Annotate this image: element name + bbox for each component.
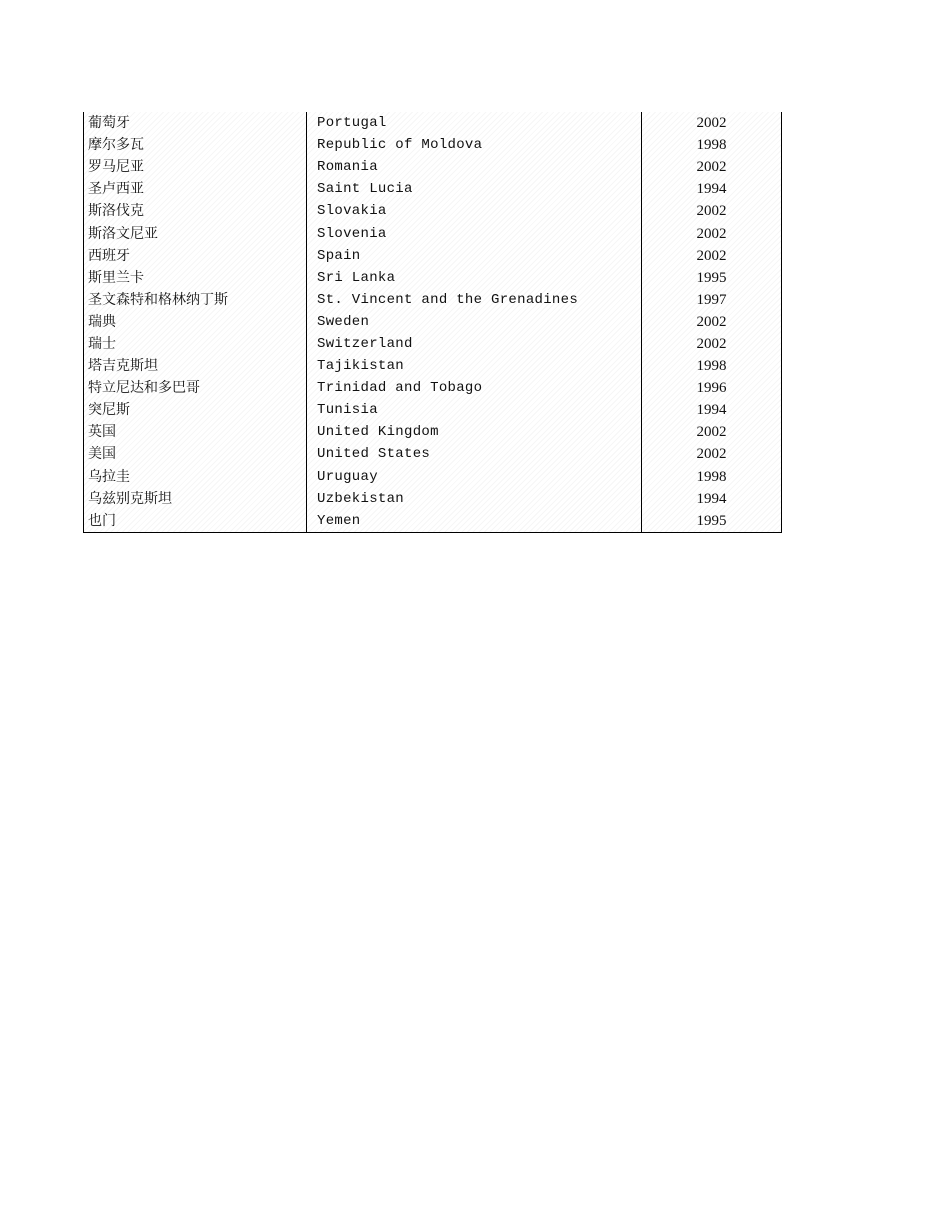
year-cell: 1996 [696, 380, 727, 397]
country-year-table [83, 112, 782, 533]
chinese-name-cell: 西班牙 [84, 245, 307, 267]
year-cell: 1998 [696, 468, 727, 485]
year-cell: 2002 [696, 446, 727, 463]
year-cell: 1994 [696, 490, 727, 507]
year-cell: 1998 [696, 358, 727, 375]
table-row [84, 178, 782, 200]
year-cell: 2002 [696, 247, 727, 264]
chinese-name-cell: 罗马尼亚 [84, 156, 307, 178]
year-cell: 2002 [696, 203, 727, 220]
english-name-cell: Republic of Moldova [307, 134, 642, 156]
table-row [84, 377, 782, 399]
english-name-cell: Tunisia [307, 399, 642, 421]
table-row [84, 245, 782, 267]
chinese-name-cell: 瑞典 [84, 311, 307, 333]
table-row [84, 355, 782, 377]
chinese-name-cell: 特立尼达和多巴哥 [84, 377, 307, 399]
table-row [84, 333, 782, 355]
table-row [84, 399, 782, 421]
year-cell: 1994 [696, 402, 727, 419]
table-row [84, 510, 782, 533]
table-row [84, 134, 782, 156]
chinese-name-cell: 塔吉克斯坦 [84, 355, 307, 377]
year-cell: 2002 [696, 335, 727, 352]
english-name-cell: Slovenia [307, 222, 642, 244]
table-row [84, 267, 782, 289]
year-cell: 2002 [696, 424, 727, 441]
table-row [84, 156, 782, 178]
chinese-name-cell: 葡萄牙 [84, 112, 307, 134]
table-row [84, 443, 782, 465]
chinese-name-cell: 圣文森特和格林纳丁斯 [84, 289, 307, 311]
year-cell: 1998 [696, 137, 727, 154]
table-body [84, 112, 782, 532]
chinese-name-cell: 圣卢西亚 [84, 178, 307, 200]
english-name-cell: Slovakia [307, 200, 642, 222]
english-name-cell: Sweden [307, 311, 642, 333]
english-name-cell: Uruguay [307, 466, 642, 488]
english-name-cell: Trinidad and Tobago [307, 377, 642, 399]
chinese-name-cell: 乌兹别克斯坦 [84, 488, 307, 510]
english-name-cell: Yemen [307, 510, 642, 533]
table-row [84, 222, 782, 244]
english-name-cell: Switzerland [307, 333, 642, 355]
year-cell: 2002 [696, 225, 727, 242]
english-name-cell: Tajikistan [307, 355, 642, 377]
table-row [84, 488, 782, 510]
chinese-name-cell: 瑞士 [84, 333, 307, 355]
year-cell: 1994 [696, 181, 727, 198]
table-row [84, 289, 782, 311]
chinese-name-cell: 斯洛伐克 [84, 200, 307, 222]
english-name-cell: Portugal [307, 112, 642, 134]
chinese-name-cell: 也门 [84, 510, 307, 533]
english-name-cell: St. Vincent and the Grenadines [307, 289, 642, 311]
table-row [84, 200, 782, 222]
year-cell: 2002 [696, 159, 727, 176]
chinese-name-cell: 斯里兰卡 [84, 267, 307, 289]
year-cell: 2002 [696, 115, 727, 132]
table-row [84, 466, 782, 488]
year-cell: 2002 [696, 313, 727, 330]
chinese-name-cell: 英国 [84, 421, 307, 443]
year-cell: 1997 [696, 291, 727, 308]
chinese-name-cell: 乌拉圭 [84, 466, 307, 488]
english-name-cell: Sri Lanka [307, 267, 642, 289]
chinese-name-cell: 突尼斯 [84, 399, 307, 421]
english-name-cell: Romania [307, 156, 642, 178]
english-name-cell: United Kingdom [307, 421, 642, 443]
year-cell: 1995 [696, 269, 727, 286]
table-row [84, 421, 782, 443]
chinese-name-cell: 美国 [84, 443, 307, 465]
table-row [84, 311, 782, 333]
chinese-name-cell: 摩尔多瓦 [84, 134, 307, 156]
english-name-cell: Saint Lucia [307, 178, 642, 200]
year-cell: 1995 [696, 512, 727, 529]
table-row [84, 112, 782, 134]
chinese-name-cell: 斯洛文尼亚 [84, 222, 307, 244]
english-name-cell: Uzbekistan [307, 488, 642, 510]
english-name-cell: United States [307, 443, 642, 465]
english-name-cell: Spain [307, 245, 642, 267]
